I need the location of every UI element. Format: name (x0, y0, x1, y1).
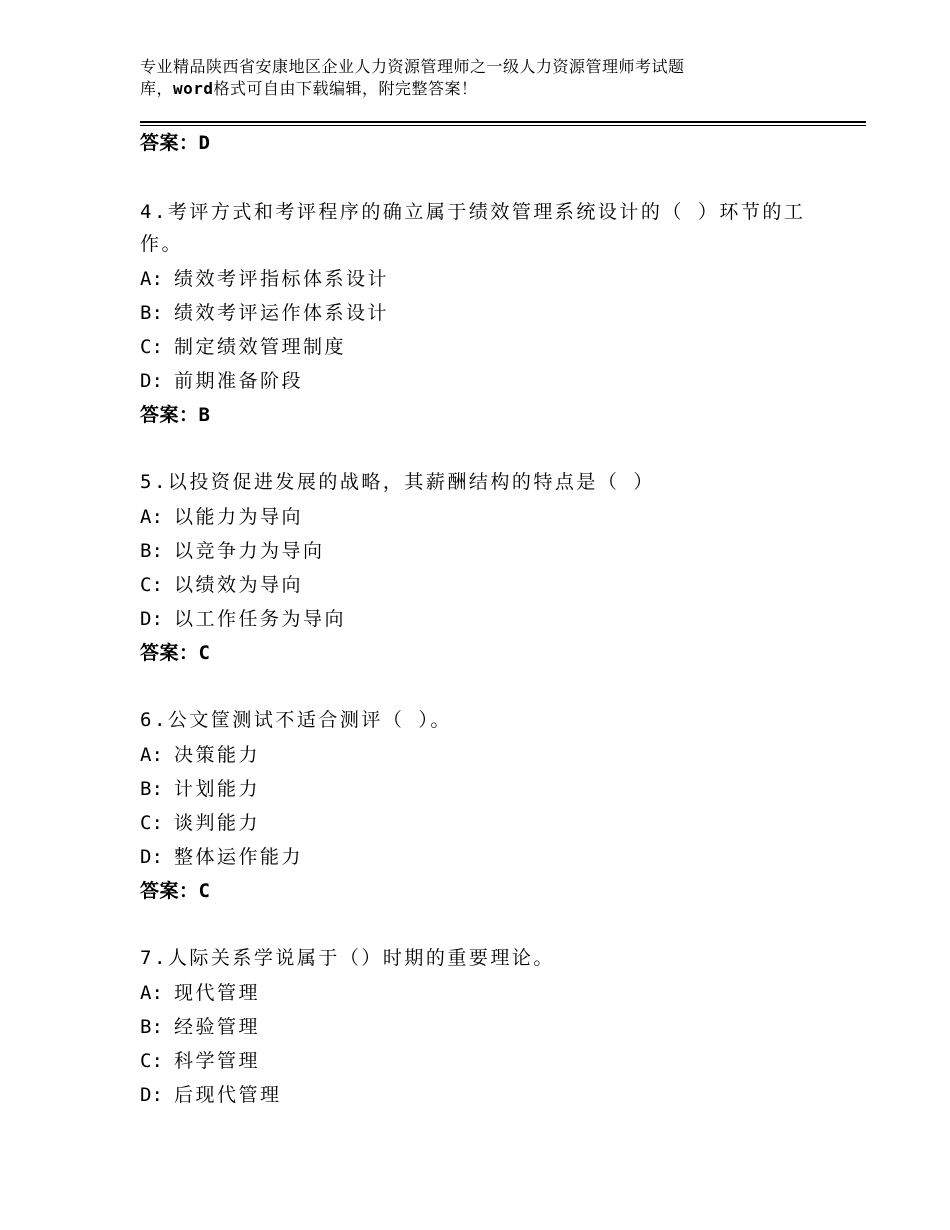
option-d (140, 840, 840, 874)
option-key: C: (140, 336, 163, 358)
header-divider-thin (140, 125, 866, 126)
option-key: C: (140, 812, 163, 834)
question-text-line-2: 作。 (140, 233, 184, 255)
option-d (140, 364, 840, 398)
option-d (140, 602, 840, 636)
question-text-line-1: 6.公文筐测试不适合测评（ ）。 (140, 709, 452, 731)
question-item (140, 704, 840, 908)
option-text: 科学管理 (174, 1050, 261, 1072)
option-text: 制定绩效管理制度 (174, 336, 347, 358)
option-key: A: (140, 268, 163, 290)
option-text: 以绩效为导向 (174, 574, 304, 596)
option-a (140, 262, 840, 296)
question-answer (140, 874, 840, 908)
option-d (140, 1078, 840, 1112)
option-key: D: (140, 608, 163, 630)
question-text-line-1: 5.以投资促进发展的战略，其薪酬结构的特点是（ ） (140, 471, 655, 493)
answer-label: 答案： (140, 404, 199, 426)
option-text: 以竞争力为导向 (174, 540, 325, 562)
option-a (140, 738, 840, 772)
answer-value: C (198, 880, 211, 902)
question-text (140, 196, 840, 260)
answer-value: C (198, 642, 211, 664)
option-key: B: (140, 302, 163, 324)
option-text: 绩效考评运作体系设计 (174, 302, 390, 324)
option-a (140, 500, 840, 534)
question-content (140, 128, 840, 1112)
previous-question-answer (140, 128, 840, 158)
header-word-text: word (173, 79, 214, 98)
question-text-line-1: 4.考评方式和考评程序的确立属于绩效管理系统设计的（ ）环节的工 (140, 201, 806, 223)
option-key: A: (140, 982, 163, 1004)
option-b (140, 772, 840, 806)
answer-label: 答案： (140, 132, 199, 154)
header-divider-thick (140, 121, 866, 123)
question-item (140, 942, 840, 1112)
option-a (140, 976, 840, 1010)
document-header (140, 56, 780, 100)
option-key: B: (140, 778, 163, 800)
option-key: B: (140, 540, 163, 562)
option-key: C: (140, 574, 163, 596)
header-title-line-1: 专业精品陕西省安康地区企业人力资源管理师之一级人力资源管理师考试题 (140, 57, 685, 76)
question-item (140, 196, 840, 432)
option-c (140, 1044, 840, 1078)
option-c (140, 568, 840, 602)
option-b (140, 296, 840, 330)
answer-value: B (198, 404, 211, 426)
option-text: 谈判能力 (174, 812, 261, 834)
option-text: 现代管理 (174, 982, 261, 1004)
option-text: 经验管理 (174, 1016, 261, 1038)
option-b (140, 1010, 840, 1044)
question-text (140, 704, 840, 736)
option-key: A: (140, 506, 163, 528)
question-text-line-1: 7.人际关系学说属于（）时期的重要理论。 (140, 947, 555, 969)
answer-label: 答案： (140, 642, 199, 664)
header-line-2-suffix: 格式可自由下载编辑，附完整答案！ (213, 79, 478, 98)
option-text: 决策能力 (174, 744, 261, 766)
question-text (140, 466, 840, 498)
option-text: 整体运作能力 (174, 846, 304, 868)
question-text (140, 942, 840, 974)
option-text: 前期准备阶段 (174, 370, 304, 392)
option-key: C: (140, 1050, 163, 1072)
option-key: A: (140, 744, 163, 766)
option-key: D: (140, 846, 163, 868)
question-answer (140, 636, 840, 670)
header-title-line-2 (140, 78, 780, 100)
answer-value: D (198, 132, 211, 154)
option-key: D: (140, 370, 163, 392)
question-item (140, 466, 840, 670)
answer-label: 答案： (140, 880, 199, 902)
question-answer (140, 398, 840, 432)
option-text: 以工作任务为导向 (174, 608, 347, 630)
option-c (140, 330, 840, 364)
option-key: D: (140, 1084, 163, 1106)
option-b (140, 534, 840, 568)
option-text: 后现代管理 (174, 1084, 282, 1106)
header-line-2-prefix: 库， (140, 79, 174, 98)
option-c (140, 806, 840, 840)
option-text: 以能力为导向 (174, 506, 304, 528)
option-text: 绩效考评指标体系设计 (174, 268, 390, 290)
option-key: B: (140, 1016, 163, 1038)
option-text: 计划能力 (174, 778, 261, 800)
